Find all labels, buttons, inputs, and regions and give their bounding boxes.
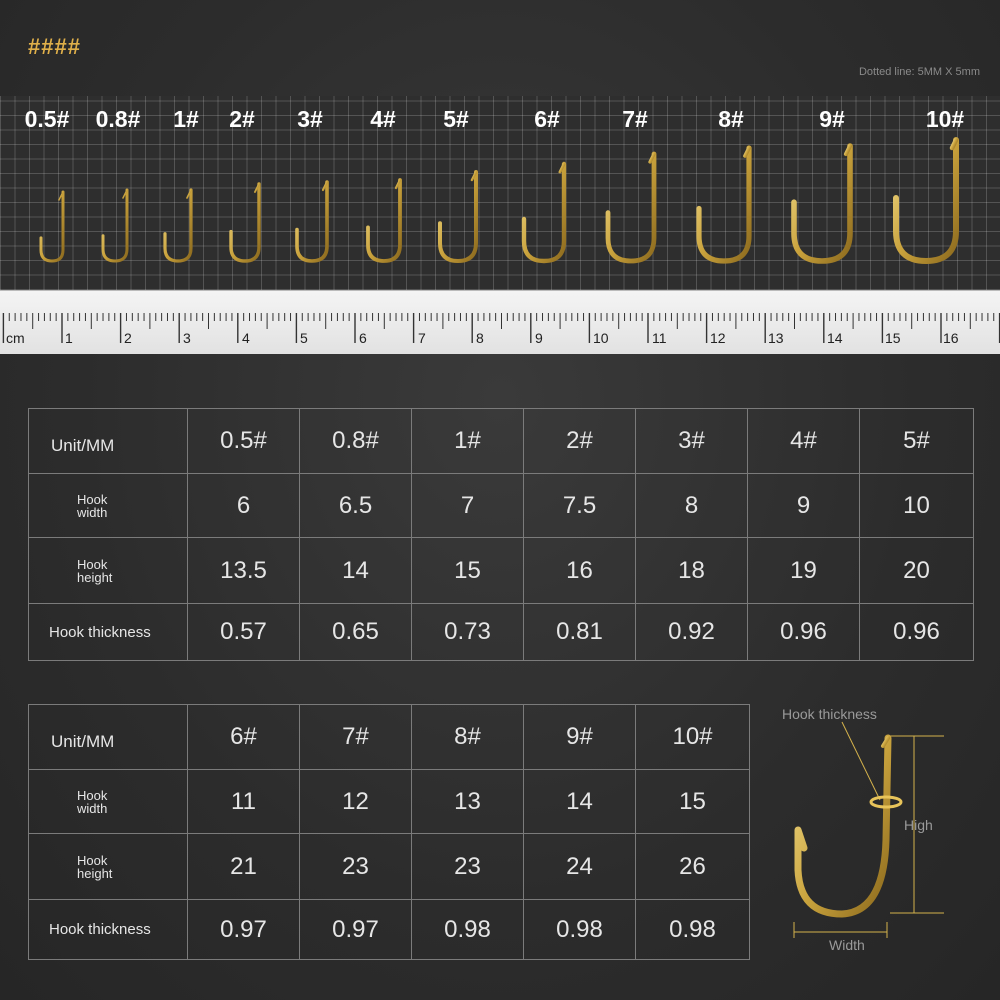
size-label-1: 1# (173, 106, 199, 132)
hook-icon (231, 184, 259, 261)
size-header-cell: 9# (524, 705, 636, 770)
hook-icon (103, 190, 127, 261)
hook-icon (440, 172, 476, 261)
ruler-num: 2 (124, 330, 132, 346)
hook-diagram-icon (762, 700, 992, 970)
value-cell: 0.92 (636, 604, 748, 661)
ruler-num: 11 (652, 330, 667, 346)
value-cell: 0.96 (748, 604, 860, 661)
value-cell: 15 (412, 538, 524, 604)
value-cell: 18 (636, 538, 748, 604)
ruler (0, 290, 1000, 354)
value-cell: 8 (636, 474, 748, 538)
ruler-num: 5 (300, 330, 308, 346)
size-header-cell: 0.8# (300, 409, 412, 474)
value-cell: 15 (636, 770, 750, 834)
size-label-9: 9# (819, 106, 845, 132)
ruler-num: 6 (359, 330, 367, 346)
value-cell: 21 (188, 834, 300, 900)
size-label-0-5: 0.5# (24, 106, 70, 132)
ruler-num: 14 (827, 330, 843, 346)
hook-icon (524, 164, 564, 261)
ruler-num: 3 (183, 330, 191, 346)
hook-icon (896, 140, 956, 261)
size-header-cell: 5# (860, 409, 974, 474)
dotted-line-note: Dotted line: 5MM X 5mm (858, 66, 980, 78)
hook-icon (699, 148, 749, 261)
row-label-hook-height: Hook height (29, 538, 188, 604)
table-header-row (29, 705, 750, 770)
ruler-num: 8 (476, 330, 484, 346)
value-cell: 7.5 (524, 474, 636, 538)
size-label-8: 8# (718, 106, 744, 132)
value-cell: 24 (524, 834, 636, 900)
size-label-0-8: 0.8# (95, 106, 141, 132)
value-cell: 16 (524, 538, 636, 604)
value-cell: 20 (860, 538, 974, 604)
ruler-num: 16 (943, 330, 959, 346)
unit-header-cell: Unit/MM (29, 409, 188, 474)
value-cell: 0.98 (524, 900, 636, 960)
value-cell: 0.57 (188, 604, 300, 661)
ruler-num: 10 (593, 330, 609, 346)
table-row-hook-thickness (29, 900, 750, 960)
value-cell: 13.5 (188, 538, 300, 604)
size-header-cell: 1# (412, 409, 524, 474)
value-cell: 14 (300, 538, 412, 604)
size-header-cell: 3# (636, 409, 748, 474)
hook-thickness-label: Hook thickness (782, 706, 877, 722)
value-cell: 0.97 (300, 900, 412, 960)
ruler-num: 9 (535, 330, 543, 346)
ruler-num: 12 (710, 330, 726, 346)
value-cell: 14 (524, 770, 636, 834)
ruler-num: 15 (885, 330, 901, 346)
value-cell: 7 (412, 474, 524, 538)
value-cell: 23 (412, 834, 524, 900)
table-header-row (29, 409, 974, 474)
row-label-hook-thickness: Hook thickness (29, 900, 188, 960)
size-header-cell: 7# (300, 705, 412, 770)
value-cell: 0.98 (636, 900, 750, 960)
table-row-hook-width (29, 770, 750, 834)
row-label-hook-thickness: Hook thickness (29, 604, 188, 661)
value-cell: 11 (188, 770, 300, 834)
table-row-hook-height (29, 834, 750, 900)
size-label-7: 7# (622, 106, 648, 132)
hook-icon (165, 190, 191, 261)
value-cell: 13 (412, 770, 524, 834)
hook-dimension-diagram (762, 700, 992, 970)
row-label-hook-width: Hook width (29, 770, 188, 834)
size-header-cell: 4# (748, 409, 860, 474)
size-header-cell: 6# (188, 705, 300, 770)
value-cell: 0.96 (860, 604, 974, 661)
ruler-num: 7 (418, 330, 426, 346)
value-cell: 9 (748, 474, 860, 538)
height-label: High (904, 817, 933, 833)
spec-table-large-hooks (28, 704, 750, 960)
value-cell: 19 (748, 538, 860, 604)
ruler-num: 1 (65, 330, 73, 346)
value-cell: 0.73 (412, 604, 524, 661)
table-row-hook-thickness (29, 604, 974, 661)
spec-table-small-hooks (28, 408, 974, 661)
brand-logo: #### (28, 34, 81, 59)
width-label: Width (829, 937, 865, 953)
ruler-num: 13 (768, 330, 784, 346)
ruler-unit: cm (6, 330, 25, 346)
value-cell: 0.81 (524, 604, 636, 661)
size-label-10: 10# (925, 106, 965, 132)
value-cell: 6.5 (300, 474, 412, 538)
unit-header-cell: Unit/MM (29, 705, 188, 770)
table-row-hook-height (29, 538, 974, 604)
size-label-6: 6# (534, 106, 560, 132)
value-cell: 0.65 (300, 604, 412, 661)
hook-icon (794, 146, 850, 261)
size-label-5: 5# (443, 106, 469, 132)
hook-icon (41, 192, 63, 261)
hook-icon (368, 180, 400, 261)
value-cell: 26 (636, 834, 750, 900)
size-label-4: 4# (370, 106, 396, 132)
size-header-cell: 2# (524, 409, 636, 474)
hook-illustrations (0, 96, 1000, 290)
size-header-cell: 10# (636, 705, 750, 770)
ruler-num: 4 (242, 330, 250, 346)
value-cell: 12 (300, 770, 412, 834)
table-row-hook-width (29, 474, 974, 538)
value-cell: 0.97 (188, 900, 300, 960)
size-label-3: 3# (297, 106, 323, 132)
row-label-hook-height: Hook height (29, 834, 188, 900)
size-label-2: 2# (229, 106, 255, 132)
row-label-hook-width: Hook width (29, 474, 188, 538)
value-cell: 6 (188, 474, 300, 538)
value-cell: 23 (300, 834, 412, 900)
hook-icon (297, 182, 327, 261)
size-header-cell: 0.5# (188, 409, 300, 474)
hook-icon (608, 154, 654, 261)
value-cell: 0.98 (412, 900, 524, 960)
value-cell: 10 (860, 474, 974, 538)
size-header-cell: 8# (412, 705, 524, 770)
